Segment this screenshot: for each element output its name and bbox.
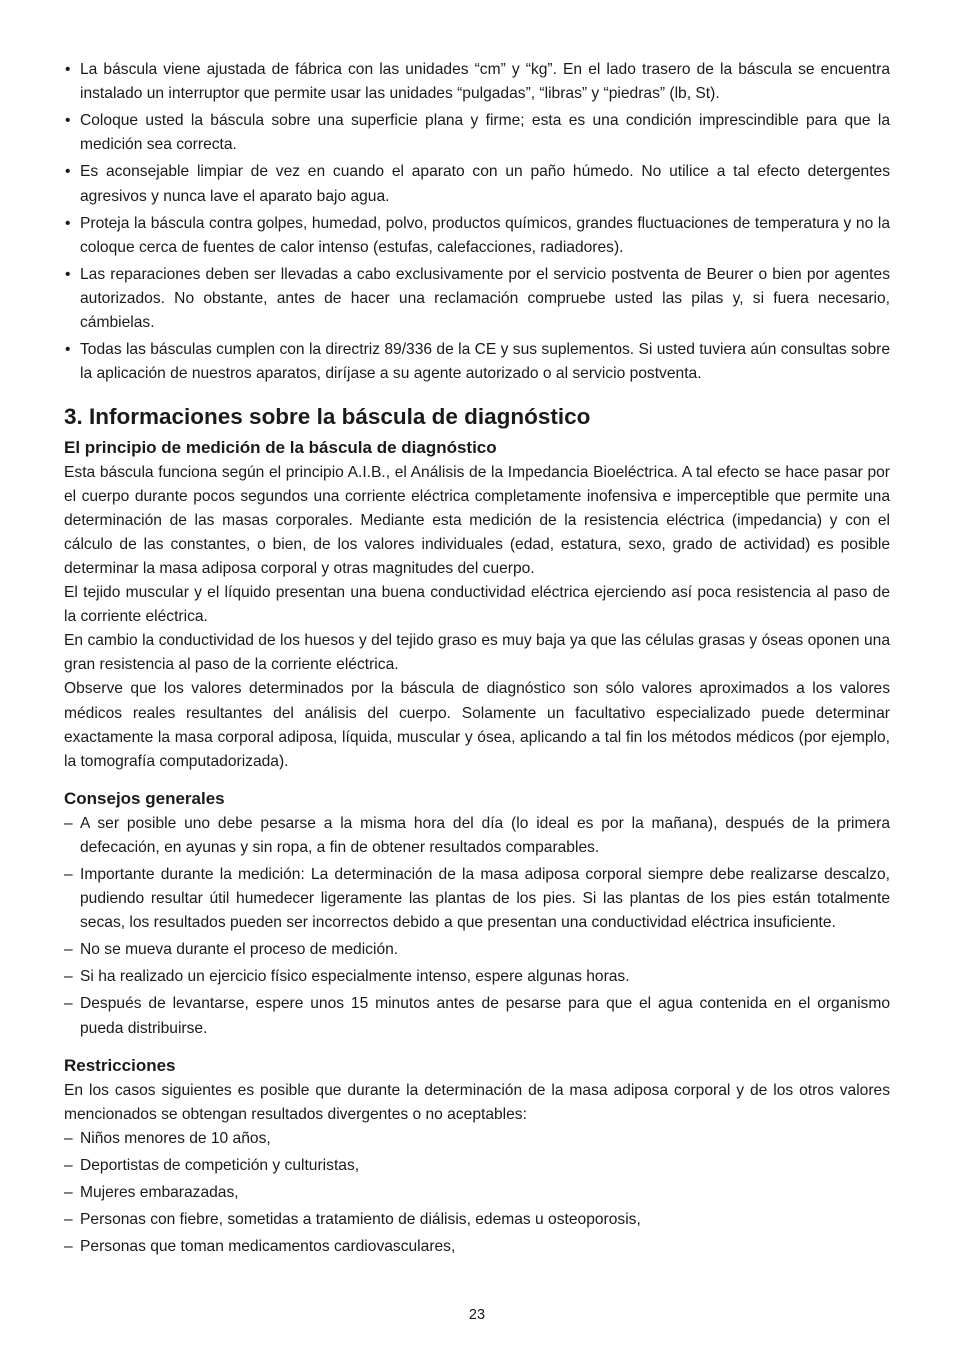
list-item: – Si ha realizado un ejercicio físico especialmente intenso, espere algunas horas.: [64, 965, 890, 989]
dash-icon: –: [64, 995, 73, 1013]
list-item: • Coloque usted la báscula sobre una superficie plana y firme; esta es una condición imprescindible para que la medición sea correcta.: [64, 109, 890, 157]
principle-paragraph: En cambio la conductividad de los huesos y del tejido graso es muy baja ya que las células grasas y óseas oponen una gran resistencia al paso de la corriente eléctrica.: [64, 632, 890, 674]
list-item: – Después de levantarse, espere unos 15 minutos antes de pesarse para que el agua contenida en el organismo pueda distribuirse.: [64, 992, 890, 1040]
dash-icon: –: [64, 814, 73, 832]
advice-list: [64, 812, 890, 1041]
principle-paragraph: Observe que los valores determinados por la báscula de diagnóstico son sólo valores aproximados a los valores médicos reales resultantes del análisis del cuerpo. Solamente un facultativo especializado puede determinar exactamente la masa corporal adiposa, líquida, muscular y ósea, aplicando a tal fin los métodos médicos (por ejemplo, la tomografía computadorizada).: [64, 680, 890, 770]
page-number: 23: [468, 1307, 486, 1323]
bullet-icon: •: [65, 112, 71, 130]
bullet-icon: •: [65, 214, 71, 232]
list-item: • La báscula viene ajustada de fábrica con las unidades “cm” y “kg”. En el lado trasero de la báscula se encuentra instalado un interruptor que permite usar las unidades “pulgadas”, “libras” y “piedras” (lb, St).: [64, 58, 890, 106]
list-item: – Mujeres embarazadas,: [64, 1181, 890, 1205]
bullet-icon: •: [65, 163, 71, 181]
dash-icon: –: [64, 866, 73, 884]
dash-icon: –: [64, 1211, 73, 1229]
dash-icon: –: [64, 1130, 73, 1148]
principle-heading: El principio de medición de la báscula de diagnóstico: [64, 437, 497, 457]
list-item: – No se mueva durante el proceso de medición.: [64, 938, 890, 962]
dash-icon: –: [64, 941, 73, 959]
list-item: • Proteja la báscula contra golpes, humedad, polvo, productos químicos, grandes fluctuaciones de temperatura y no la coloque cerca de fuentes de calor intenso (estufas, calefacciones, radiadores).: [64, 212, 890, 260]
restrictions-intro: En los casos siguientes es posible que durante la determinación de la masa adiposa corporal y de los otros valores mencionados se obtengan resultados divergentes o no aceptables:: [64, 1081, 890, 1123]
dash-icon: –: [64, 1184, 73, 1202]
document-page: [64, 58, 890, 1262]
list-item: – Importante durante la medición: La determinación de la masa adiposa corporal siempre debe realizarse descalzo, pudiendo resultar útil humedecer ligeramente las plantas de los pies. Si las plantas de los pies están totalmente secas, los resultados pueden ser incorrectos debido a que presentan una conductividad eléctrica insuficiente.: [64, 863, 890, 936]
principle-paragraph: El tejido muscular y el líquido presentan una buena conductividad eléctrica ejerciendo así poca resistencia al paso de la corriente eléctrica.: [64, 584, 890, 626]
dash-icon: –: [64, 1157, 73, 1175]
list-item: – A ser posible uno debe pesarse a la misma hora del día (lo ideal es por la mañana), después de la primera defecación, en ayunas y sin ropa, a fin de obtener resultados comparables.: [64, 812, 890, 860]
list-item: – Personas que toman medicamentos cardiovasculares,: [64, 1235, 890, 1259]
section-title: 3. Informaciones sobre la báscula de diagnóstico: [64, 403, 591, 429]
advice-heading: Consejos generales: [64, 788, 225, 808]
care-instructions-list: [64, 58, 890, 387]
list-item: – Niños menores de 10 años,: [64, 1127, 890, 1151]
bullet-icon: •: [65, 265, 71, 283]
list-item: – Deportistas de competición y culturistas,: [64, 1154, 890, 1178]
dash-icon: –: [64, 968, 73, 986]
dash-icon: –: [64, 1238, 73, 1256]
bullet-icon: •: [65, 341, 71, 359]
restrictions-list: [64, 1127, 890, 1259]
bullet-icon: •: [65, 61, 71, 78]
list-item: – Personas con fiebre, sometidas a tratamiento de diálisis, edemas u osteoporosis,: [64, 1208, 890, 1232]
list-item: • Es aconsejable limpiar de vez en cuando el aparato con un paño húmedo. No utilice a tal efecto detergentes agresivos y nunca lave el aparato bajo agua.: [64, 160, 890, 208]
list-item: • Todas las básculas cumplen con la directriz 89/336 de la CE y sus suplementos. Si usted tuviera aún consultas sobre la aplicación de nuestros aparatos, diríjase a su agente autorizado o al servicio postventa.: [64, 338, 890, 386]
principle-paragraph: Esta báscula funciona según el principio A.I.B., el Análisis de la Impedancia Bioeléctrica. A tal efecto se hace pasar por el cuerpo durante pocos segundos una corriente eléctrica completamente inofensiva e imperceptible que permite una determinación de las masas corporales. Mediante esta medición de la resistencia eléctrica (impedancia) y con el cálculo de las constantes, o bien, de los valores individuales (edad, estatura, sexo, grado de actividad) es posible determinar la masa adiposa corporal y otras magnitudes del cuerpo.: [64, 463, 890, 577]
restrictions-heading: Restricciones: [64, 1055, 176, 1075]
list-item: • Las reparaciones deben ser llevadas a cabo exclusivamente por el servicio postventa de Beurer o bien por agentes autorizados. No obstante, antes de hacer una reclamación compruebe usted las pilas y, si fuera necesario, cámbielas.: [64, 263, 890, 336]
